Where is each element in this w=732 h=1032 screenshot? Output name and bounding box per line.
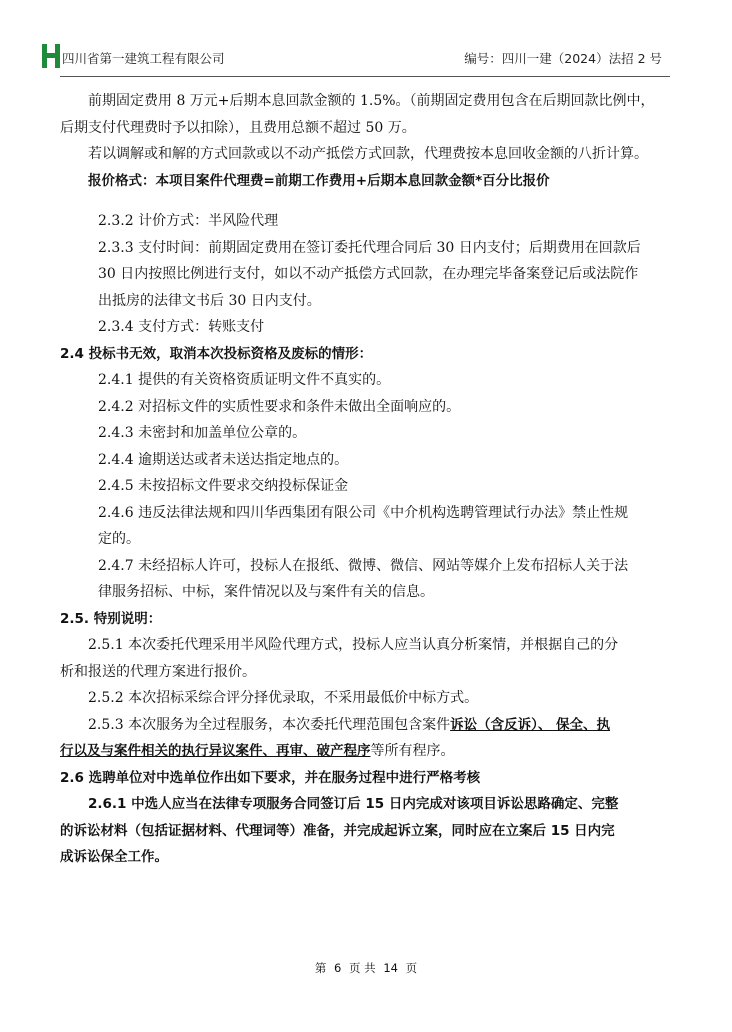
paragraph-line: 2.3.3 支付时间：前期固定费用在签订委托代理合同后 30 日内支付；后期费用在回款后 xyxy=(98,239,641,256)
page-header xyxy=(42,44,672,74)
total-pages: 14 xyxy=(383,961,398,975)
paragraph-text: 等所有程序。 xyxy=(370,743,455,759)
paragraph-line: 2.4.6 违反法律法规和四川华西集团有限公司《中介机构选聘管理试行办法》禁止性规 xyxy=(98,504,629,521)
footer-mid: 页 共 xyxy=(349,961,376,975)
company-logo-icon xyxy=(42,44,60,68)
paragraph-line-bold: 2.6.1 中选人应当在法律专项服务合同签订后 15 日内完成对该项目诉讼思路确定、完整 xyxy=(88,796,619,812)
underlined-text: 诉讼（含反诉）、 保全、执 xyxy=(450,716,611,733)
paragraph-line: 30 日内按照比例进行支付，如以不动产抵偿方式回款，在办理完毕备案登记后或法院作 xyxy=(98,266,639,282)
paragraph-line-bold: 的诉讼材料（包括证据材料、代理词等）准备，并完成起诉立案，同时应在立案后 15 日内完 xyxy=(60,822,615,839)
paragraph-line: 析和报送的代理方案进行报价。 xyxy=(60,663,256,680)
footer-prefix: 第 xyxy=(314,961,327,975)
paragraph-line: 2.4.1 提供的有关资格资质证明文件不真实的。 xyxy=(98,372,391,388)
paragraph-line: 2.4.5 未按招标文件要求交纳投标保证金 xyxy=(98,478,349,494)
section-heading: 2.4 投标书无效，取消本次投标资格及废标的情形： xyxy=(60,345,373,362)
paragraph-line: 2.4.2 对招标文件的实质性要求和条件未做出全面响应的。 xyxy=(98,398,461,415)
paragraph-line xyxy=(60,712,676,739)
paragraph-line: 2.5.1 本次委托代理采用半风险代理方式，投标人应当认真分析案情，并根据自己的分 xyxy=(88,637,619,653)
page-footer xyxy=(0,960,732,976)
paragraph-line: 2.4.7 未经招标人许可，投标人在报纸、微博、微信、网站等媒介上发布招标人关于法 xyxy=(98,557,629,574)
paragraph-line: 若以调解或和解的方式回款或以不动产抵偿方式回款，代理费按本息回收金额的八折计算。 xyxy=(88,146,648,162)
paragraph-line: 前期固定费用 8 万元+后期本息回款金额的 1.5%。（前期固定费用包含在后期回款比例中， xyxy=(88,93,655,109)
paragraph-line xyxy=(60,738,676,765)
document-number: 编号：四川一建（2024）法招 2 号 xyxy=(464,51,662,66)
paragraph-text: 2.5.3 本次服务为全过程服务，本次委托代理范围包含案件 xyxy=(88,716,451,733)
paragraph-line: 2.3.4 支付方式：转账支付 xyxy=(98,319,265,335)
paragraph-line: 律服务招标、中标，案件情况以及与案件有关的信息。 xyxy=(98,584,434,600)
underlined-text: 行以及与案件相关的执行异议案件、再审、破产程序 xyxy=(60,743,371,759)
header-divider xyxy=(60,76,670,77)
document-body xyxy=(60,88,676,871)
paragraph-line-bold: 成诉讼保全工作。 xyxy=(60,849,168,865)
footer-suffix: 页 xyxy=(405,961,418,975)
paragraph-line: 2.4.4 逾期送达或者未送达指定地点的。 xyxy=(98,451,349,468)
section-heading: 2.5. 特别说明： xyxy=(60,610,162,627)
paragraph-line: 后期支付代理费时予以扣除），且费用总额不超过 50 万。 xyxy=(60,119,416,136)
quote-format-heading: 报价格式：本项目案件代理费=前期工作费用+后期本息回款金额*百分比报价 xyxy=(88,172,550,189)
paragraph-line: 2.3.2 计价方式：半风险代理 xyxy=(98,213,279,229)
paragraph-line: 2.5.2 本次招标采综合评分择优录取，不采用最低价中标方式。 xyxy=(88,690,479,706)
paragraph-line: 定的。 xyxy=(98,531,140,547)
paragraph-line: 2.4.3 未密封和加盖单位公章的。 xyxy=(98,425,307,441)
company-name: 四川省第一建筑工程有限公司 xyxy=(62,51,225,66)
page-number: 6 xyxy=(334,961,342,975)
section-heading: 2.6 选聘单位对中选单位作出如下要求，并在服务过程中进行严格考核 xyxy=(60,769,481,786)
paragraph-line: 出抵房的法律文书后 30 日内支付。 xyxy=(98,292,321,309)
